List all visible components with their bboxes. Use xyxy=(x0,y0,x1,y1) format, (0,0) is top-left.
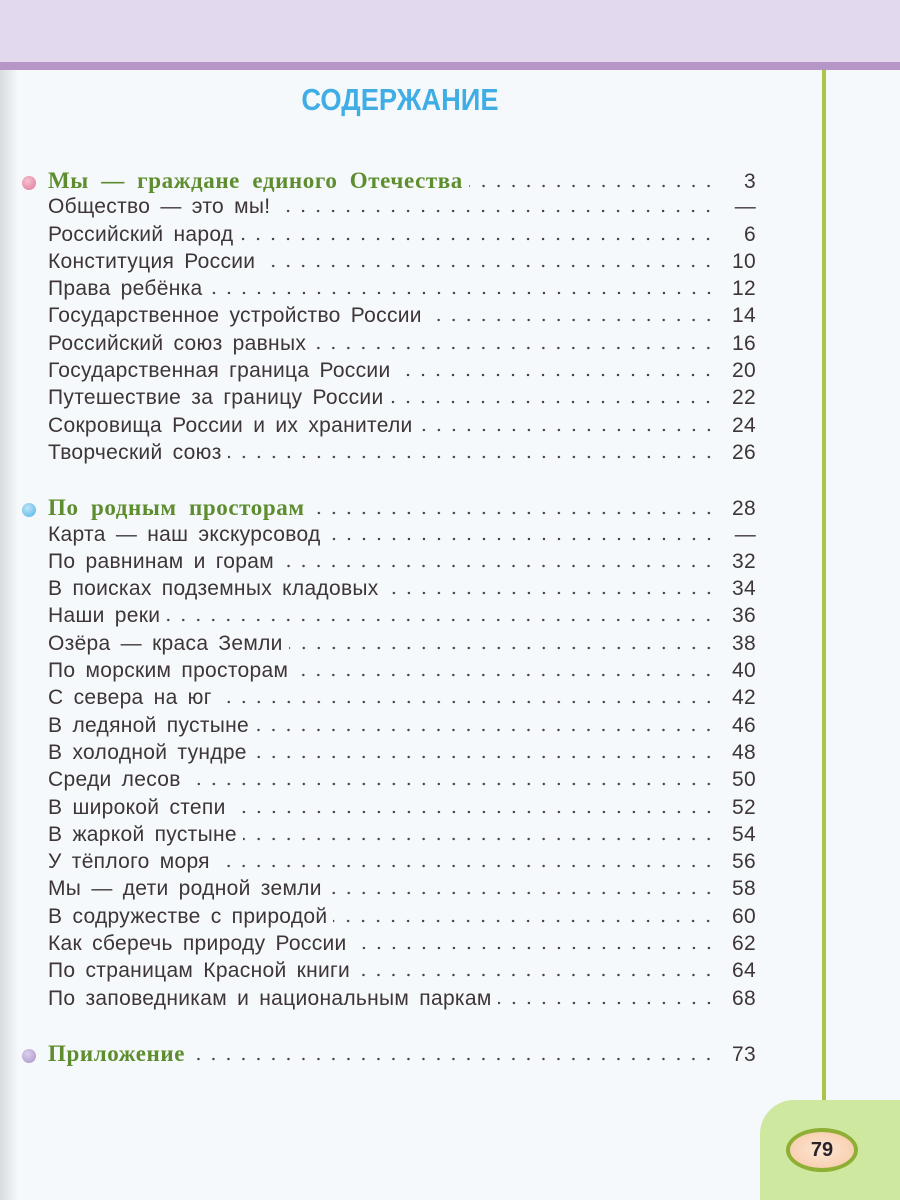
dot-leader xyxy=(255,728,716,732)
entry-title: По равнинам и горам xyxy=(48,549,274,573)
page-ref: 68 xyxy=(732,986,756,1010)
section-title: Приложение xyxy=(48,1040,186,1066)
section-title: Мы — граждане единого Отечества xyxy=(48,168,463,193)
entry-title: С севера на юг xyxy=(48,686,212,710)
toc-entry[interactable] xyxy=(48,632,758,659)
section-gap xyxy=(48,468,758,495)
toc-section-heading[interactable] xyxy=(48,1041,758,1068)
toc-entry[interactable] xyxy=(48,441,758,468)
toc-entry[interactable] xyxy=(48,604,758,631)
dot-leader xyxy=(253,755,716,759)
dot-leader xyxy=(356,973,716,977)
dot-leader xyxy=(261,264,716,268)
entry-title: Российский народ xyxy=(48,222,234,246)
toc-entry[interactable] xyxy=(48,932,758,959)
dot-leader xyxy=(280,564,716,568)
top-stripe xyxy=(0,62,900,70)
page-ref: 48 xyxy=(732,740,756,764)
dot-leader xyxy=(389,400,716,404)
page-ref: 60 xyxy=(732,904,756,928)
entry-title: Государственная граница России xyxy=(48,359,391,383)
dot-leader xyxy=(333,919,716,923)
vertical-rule xyxy=(822,70,826,1115)
dot-leader xyxy=(216,864,716,868)
page-ref: 40 xyxy=(732,659,756,683)
entry-title: В холодной тундре xyxy=(48,740,247,764)
toc-entry[interactable] xyxy=(48,714,758,741)
entry-title: Общество — это мы! xyxy=(48,195,271,219)
page-ref: 24 xyxy=(732,413,756,437)
dot-leader xyxy=(469,184,716,188)
page-ref: 50 xyxy=(732,768,756,792)
entry-title: Конституция России xyxy=(48,249,256,273)
toc-entry[interactable] xyxy=(48,850,758,877)
entry-title: Государственное устройство России xyxy=(48,304,422,328)
entry-title: Озёра — краса Земли xyxy=(48,631,283,655)
page-ref: 58 xyxy=(732,877,756,901)
page-ref: 20 xyxy=(732,359,756,383)
page-ref: 38 xyxy=(732,631,756,655)
dot-leader xyxy=(419,428,716,432)
page-ref: 12 xyxy=(732,277,756,301)
page-ref: 6 xyxy=(744,222,756,246)
toc-entry[interactable] xyxy=(48,823,758,850)
entry-title: В ледяной пустыне xyxy=(48,713,250,737)
page-ref: 10 xyxy=(732,249,756,273)
page-ref: 56 xyxy=(732,850,756,874)
toc-entry[interactable] xyxy=(48,223,758,250)
page-ref: 34 xyxy=(732,577,756,601)
toc-entry[interactable] xyxy=(48,523,758,550)
entry-title: По страницам Красной книги xyxy=(48,959,351,983)
entry-title: Творческий союз xyxy=(48,440,222,464)
toc-entry[interactable] xyxy=(48,796,758,823)
page-ref: — xyxy=(734,522,756,546)
dot-leader xyxy=(243,837,716,841)
toc-entry[interactable] xyxy=(48,741,758,768)
entry-title: Как сберечь природу России xyxy=(48,932,347,956)
entry-title: Сокровища России и их хранители xyxy=(48,413,413,437)
dot-leader xyxy=(228,455,716,459)
page-number-badge: 79 xyxy=(786,1128,858,1172)
section-title: По родным просторам xyxy=(48,495,305,521)
dot-leader xyxy=(353,946,716,950)
toc-section-heading[interactable] xyxy=(48,495,758,522)
page-gutter-shadow xyxy=(0,70,18,1200)
toc-entry[interactable] xyxy=(48,877,758,904)
toc-entry[interactable] xyxy=(48,577,758,604)
top-color-band xyxy=(0,0,900,62)
page-title: СОДЕРЖАНИЕ xyxy=(301,82,499,117)
dot-leader xyxy=(312,346,716,350)
page-ref: 42 xyxy=(732,686,756,710)
page-ref: 62 xyxy=(732,932,756,956)
page-ref: 28 xyxy=(732,497,756,521)
toc-entry[interactable] xyxy=(48,359,758,386)
toc-entry[interactable] xyxy=(48,195,758,222)
page-ref: 64 xyxy=(732,959,756,983)
toc-entry[interactable] xyxy=(48,304,758,331)
dot-leader xyxy=(327,537,716,541)
toc-section-heading[interactable] xyxy=(48,168,758,195)
entry-title: В содружестве с природой xyxy=(48,904,328,928)
entry-title: В жаркой пустыне xyxy=(48,822,237,846)
entry-title: Российский союз равных xyxy=(48,331,307,355)
toc-entry[interactable] xyxy=(48,987,758,1014)
entry-title: Права ребёнка xyxy=(48,277,203,301)
dot-leader xyxy=(498,1001,716,1005)
blue-bullet-icon xyxy=(22,503,36,517)
page-ref: 26 xyxy=(732,440,756,464)
dot-leader xyxy=(239,237,716,241)
toc-entry[interactable] xyxy=(48,959,758,986)
dot-leader xyxy=(385,591,716,595)
dot-leader xyxy=(294,673,716,677)
page-ref: 46 xyxy=(732,713,756,737)
dot-leader xyxy=(428,318,716,322)
toc-entry[interactable] xyxy=(48,905,758,932)
entry-title: Карта — наш экскурсовод xyxy=(48,522,321,546)
toc-entry[interactable] xyxy=(48,550,758,577)
dot-leader xyxy=(328,891,716,895)
toc-entry[interactable] xyxy=(48,386,758,413)
dot-leader xyxy=(276,209,716,213)
entry-title: В поисках подземных кладовых xyxy=(48,577,379,601)
entry-title: Путешествие за границу России xyxy=(48,386,384,410)
entry-title: По заповедникам и национальным паркам xyxy=(48,986,492,1010)
entry-title: Среди лесов xyxy=(48,768,181,792)
entry-title: У тёплого моря xyxy=(48,850,210,874)
entry-title: Наши реки xyxy=(48,604,161,628)
toc-entry[interactable] xyxy=(48,686,758,713)
page-ref: 54 xyxy=(732,822,756,846)
dot-leader xyxy=(166,618,716,622)
entry-title: По морским просторам xyxy=(48,659,289,683)
page-ref: 32 xyxy=(732,549,756,573)
dot-leader xyxy=(232,810,716,814)
page-ref: 73 xyxy=(732,1042,756,1066)
toc-entry[interactable] xyxy=(48,332,758,359)
page-ref: 36 xyxy=(732,604,756,628)
toc-entry[interactable] xyxy=(48,659,758,686)
page-ref: 22 xyxy=(732,386,756,410)
page-ref: 52 xyxy=(732,795,756,819)
dot-leader xyxy=(396,373,716,377)
dot-leader xyxy=(311,511,716,515)
section-gap xyxy=(48,1014,758,1041)
page-ref: 3 xyxy=(744,170,756,193)
dot-leader xyxy=(191,1057,716,1061)
page-ref: — xyxy=(734,195,756,219)
entry-title: В широкой степи xyxy=(48,795,226,819)
entry-title: Мы — дети родной земли xyxy=(48,877,322,901)
purple-bullet-icon xyxy=(22,1049,36,1063)
page-ref: 14 xyxy=(732,304,756,328)
pink-bullet-icon xyxy=(22,176,36,190)
dot-leader xyxy=(289,646,716,650)
dot-leader xyxy=(209,291,716,295)
dot-leader xyxy=(187,782,716,786)
dot-leader xyxy=(218,700,716,704)
page-ref: 16 xyxy=(732,331,756,355)
table-of-contents xyxy=(48,168,758,1068)
toc-entry[interactable] xyxy=(48,414,758,441)
toc-entry[interactable] xyxy=(48,250,758,277)
toc-entry[interactable] xyxy=(48,768,758,795)
toc-entry[interactable] xyxy=(48,277,758,304)
